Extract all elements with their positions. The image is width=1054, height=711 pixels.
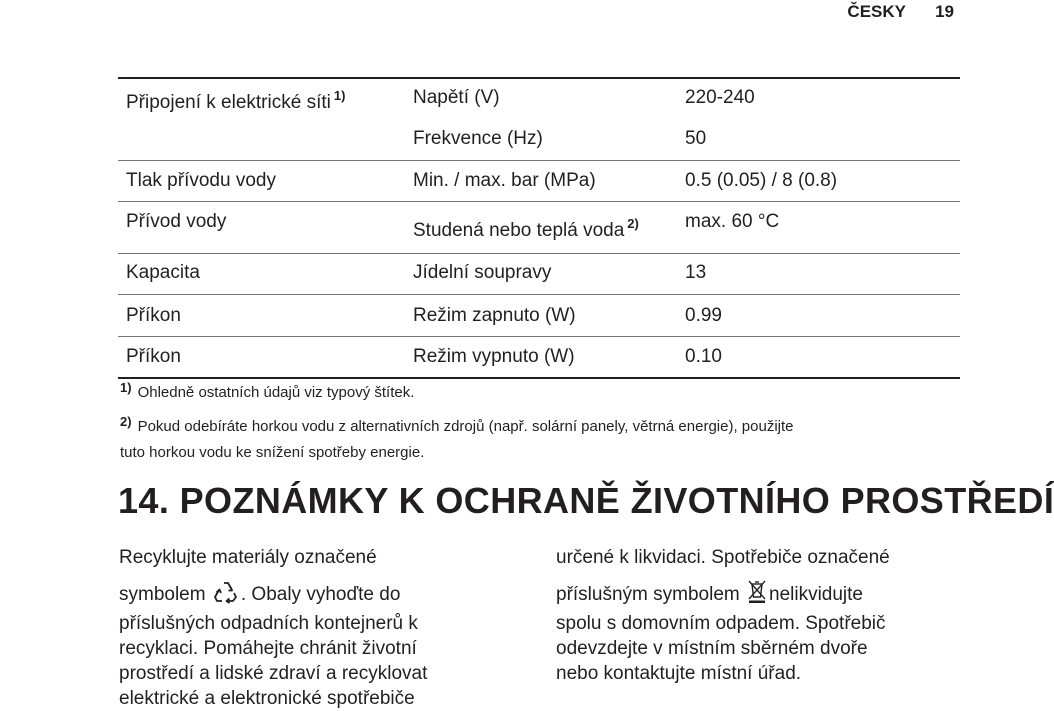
- footnote-ref: 2): [627, 216, 639, 231]
- table-top-border: [118, 77, 960, 79]
- row-label: Připojení k elektrické síti $^{1)}$: [126, 88, 346, 113]
- row-label: Příkon: [126, 346, 181, 367]
- row-value: 0.99: [685, 305, 722, 326]
- row-param: Frekvence (Hz): [413, 128, 543, 149]
- row-label: Tlak přívodu vody: [126, 170, 276, 191]
- table-bottom-border: [118, 377, 960, 379]
- row-value: 0.10: [685, 346, 722, 367]
- row-divider: [118, 294, 960, 295]
- row-divider: [118, 201, 960, 202]
- row-value: max. 60 °C: [685, 211, 780, 232]
- right-paragraph: určené k likvidaci. Spotřebiče označené příslušným symbolem nelikvidujte spolu s domovním odpadem. Spotřebič odevzdejte v místním sběrném dvoře nebo kontaktujte místní úřad.: [556, 547, 890, 684]
- row-param: Režim zapnuto (W): [413, 305, 576, 326]
- row-value: 13: [685, 262, 707, 283]
- row-value: 220-240: [685, 87, 755, 108]
- recycle-icon: [213, 580, 239, 611]
- left-paragraph: Recyklujte materiály označené symbolem . Obaly vyhoďte do příslušných odpadních kontejnerů k recyklaci. Pomáhejte chránit životní prostředí a lidské zdraví a recyklovat elektrické a elektronické spotřebiče: [119, 547, 428, 709]
- language-label: ČESKY: [847, 2, 906, 21]
- footnote-ref: 1): [333, 88, 346, 103]
- row-param: Napětí (V): [413, 87, 500, 108]
- row-divider: [118, 160, 960, 161]
- row-label: Příkon: [126, 305, 181, 326]
- row-param: Jídelní soupravy: [413, 262, 552, 283]
- footnote-2: 2) Pokud odebíráte horkou vodu z alternativních zdrojů (např. solární panely, větrná energie), použijte: [120, 414, 794, 435]
- footnote-2-continuation: tuto horkou vodu ke snížení spotřeby energie.: [120, 444, 425, 461]
- row-param: Studená nebo teplá voda $^{2)}$: [413, 216, 639, 241]
- page-number: 19: [935, 2, 954, 21]
- section-title: 14. POZNÁMKY K OCHRANĚ ŽIVOTNÍHO PROSTŘEDÍ: [118, 480, 1054, 521]
- row-value: 0.5 (0.05) / 8 (0.8): [685, 170, 838, 191]
- row-value: 50: [685, 128, 707, 149]
- row-param: Min. / max. bar (MPa): [413, 170, 596, 191]
- crossed-bin-icon: [747, 578, 767, 611]
- row-label: Přívod vody: [126, 211, 227, 232]
- row-param: Režim vypnuto (W): [413, 346, 575, 367]
- footnote-1: 1) Ohledně ostatních údajů viz typový štítek.: [120, 380, 415, 401]
- row-divider: [118, 336, 960, 337]
- row-label: Kapacita: [126, 262, 200, 283]
- row-divider: [118, 253, 960, 254]
